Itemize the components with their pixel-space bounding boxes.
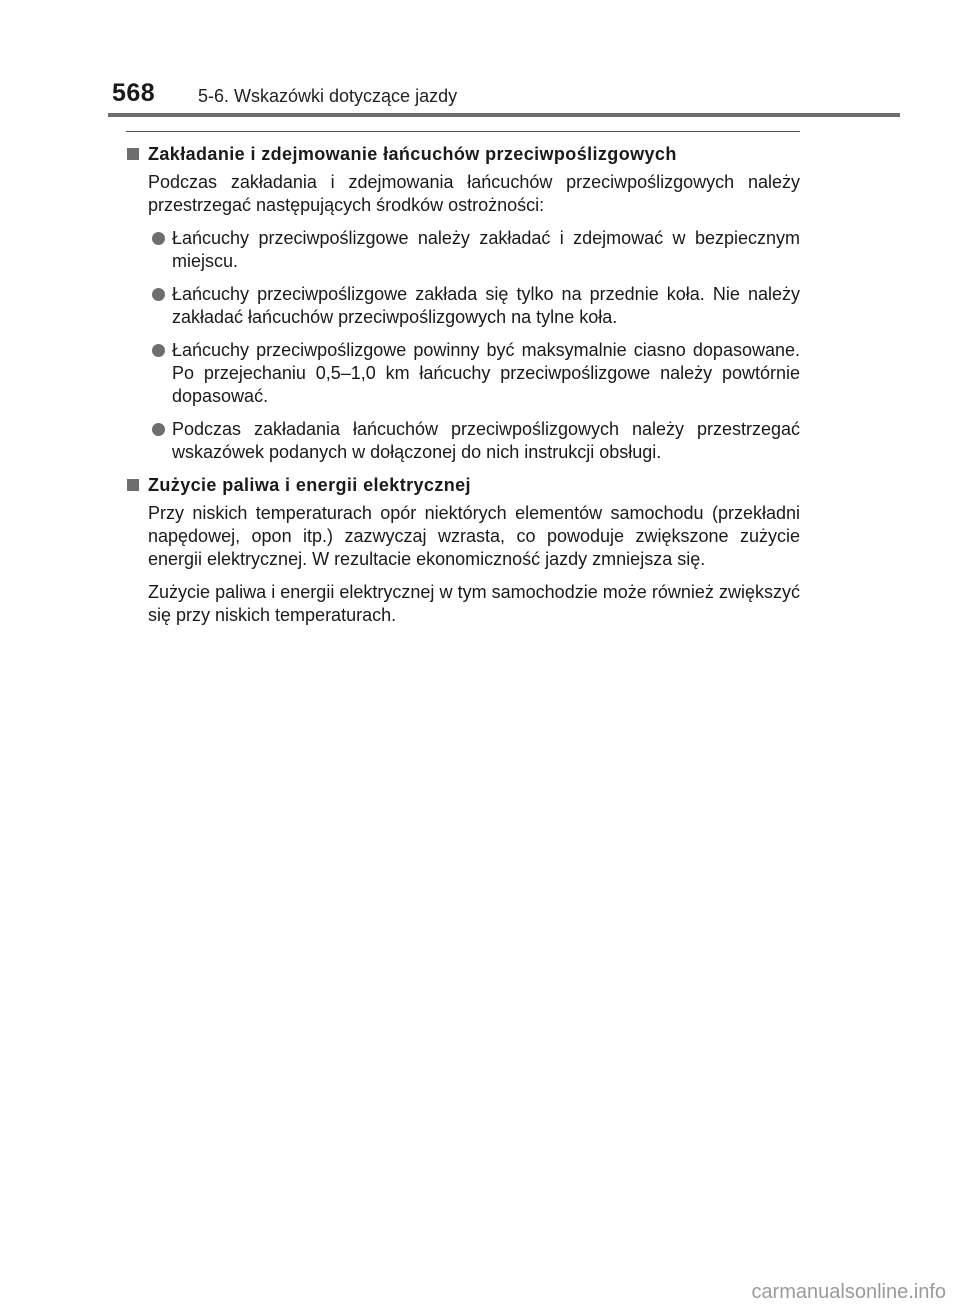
header-divider: [108, 113, 900, 117]
list-item: [126, 418, 800, 464]
page-header: [0, 0, 960, 118]
circle-bullet-icon: [152, 423, 165, 436]
circle-bullet-icon: [152, 232, 165, 245]
intro-paragraph: Podczas zakładania i zdejmowania łańcuchów przeciwpoślizgowych należy przestrzegać następujących środków ostrożności:: [148, 172, 800, 215]
list-item: [126, 227, 800, 273]
list-item-text: Łańcuchy przeciwpoślizgowe powinny być maksymalnie ciasno dopasowane. Po przejechaniu 0,5–1,0 km łańcuchy przeciwpoślizgowe należy powtórnie dopasować.: [172, 340, 800, 406]
heading-text: Zakładanie i zdejmowanie łańcuchów przeciwpoślizgowych: [148, 144, 677, 164]
list-item-text: Łańcuchy przeciwpoślizgowe należy zakładać i zdejmować w bezpiecznym miejscu.: [172, 228, 800, 271]
circle-bullet-icon: [152, 288, 165, 301]
page-number: 568: [112, 79, 156, 107]
body-paragraph: Przy niskich temperaturach opór niektórych elementów samochodu (przekładni napędowej, opon itp.) zazwyczaj wzrasta, co powoduje zwiększone zużycie energii elektrycznej. W rezultacie ekonomiczność jazdy zmniejsza się.: [148, 503, 800, 569]
list-item: [126, 339, 800, 408]
list-item-text: Podczas zakładania łańcuchów przeciwpoślizgowych należy przestrzegać wskazówek podanych w dołączonej do nich instrukcji obsługi.: [172, 419, 800, 462]
page-content: [126, 143, 800, 637]
footer-watermark: carmanualsonline.info: [751, 1281, 946, 1303]
square-bullet-icon: [127, 148, 139, 160]
list-item: [126, 283, 800, 329]
section-title: 5-6. Wskazówki dotyczące jazdy: [198, 86, 458, 106]
list-item-text: Łańcuchy przeciwpoślizgowe zakłada się tylko na przednie koła. Nie należy zakładać łańcuchów przeciwpoślizgowych na tylne koła.: [172, 284, 800, 327]
content-divider: [126, 131, 800, 132]
body-paragraph: Zużycie paliwa i energii elektrycznej w tym samochodzie może również zwiększyć się przy niskich temperaturach.: [148, 582, 800, 625]
square-bullet-icon: [127, 479, 139, 491]
section-heading-fuel-consumption: [126, 474, 800, 497]
heading-text: Zużycie paliwa i energii elektrycznej: [148, 475, 471, 495]
circle-bullet-icon: [152, 344, 165, 357]
section-heading-snow-chains: [126, 143, 800, 166]
